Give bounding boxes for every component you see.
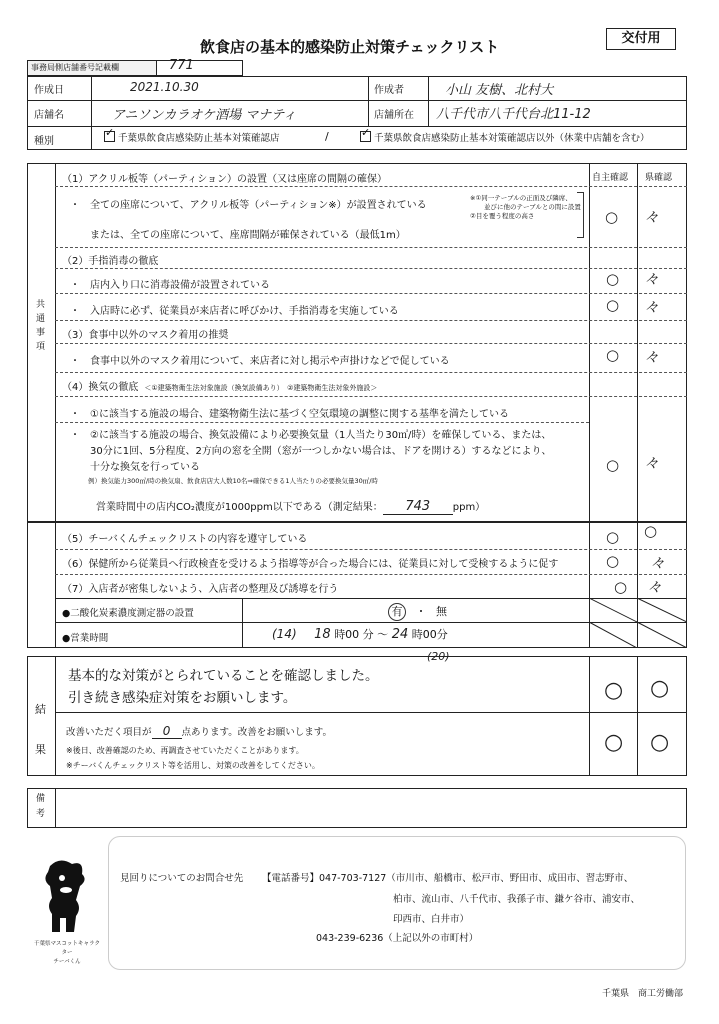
office-number-value: 771 [169, 58, 194, 73]
section-4-title: （4）換気の徹底 ＜①建築物衛生法対象施設（換気設備あり） ②建築物衛生法対象外施設＞ [62, 382, 378, 393]
s5-pref-mark[interactable]: ○ [644, 522, 658, 540]
result-note-1: ※後日、改善確認のため、再調査させていただくことがあります。 [66, 746, 304, 755]
result-text-2: 引き続き感染症対策をお願いします。 [68, 690, 297, 706]
page-title: 飲食店の基本的感染防止対策チェックリスト [200, 38, 500, 56]
s3-self-mark[interactable]: ○ [606, 346, 620, 364]
section-4-item-1: ・ ①に該当する施設の場合、建築物衛生法に基づく空気環境の調整に関する基準を満たしている [70, 409, 509, 420]
issue-badge: 交付用 [606, 28, 676, 50]
remarks-label: 備考 [36, 794, 46, 819]
type-label: 種別 [34, 136, 54, 147]
s2-self-mark-2[interactable]: ○ [606, 296, 620, 314]
co2-device-label: ●二酸化炭素濃度測定器の設置 [62, 608, 194, 619]
business-hours-value[interactable]: (14) 18 時00 分 ～ 24 時00分 [272, 627, 448, 642]
co2-device-choice[interactable]: 有 ・ 無 [388, 603, 447, 621]
na-slash-cells [589, 598, 687, 648]
business-hours-label: ●営業時間 [62, 633, 109, 644]
co2-device-no[interactable]: 無 [436, 605, 447, 618]
type-option-2[interactable] [360, 126, 650, 144]
s1-self-mark[interactable]: ○ [605, 208, 619, 226]
contact-cities-2: 柏市、流山市、八千代市、我孫子市、鎌ケ谷市、浦安市、 [393, 894, 641, 905]
mascot-caption: 千葉県マスコットキャラクター チーバくん [34, 941, 100, 965]
s6-pref-mark[interactable]: 々 [650, 554, 666, 572]
s7-pref-mark[interactable]: 々 [647, 578, 663, 596]
section-3-title: （3）食事中以外のマスク着用の推奨 [62, 330, 229, 341]
address-label: 店舗所在 [374, 110, 414, 121]
self-check-header: 自主確認 [592, 173, 629, 183]
type-option-1-label: 千葉県飲食店感染防止基本対策確認店 [118, 133, 280, 144]
type-separator: / [325, 130, 329, 143]
contact-phone-1: 【電話番号】047-703-7127（市川市、船橋市、松戸市、野田市、成田市、習志野市、 [262, 873, 634, 884]
result-pref-mark-1[interactable]: ○ [650, 676, 670, 701]
co2-measurement: 営業時間中の店内CO₂濃度が1000ppm以下である（測定結果： 743 ppm） [96, 499, 486, 514]
co2-device-yes[interactable]: 有 [388, 603, 406, 621]
improve-count: 改善いただく項目が 0 点あります。改善をお願いします。 [66, 724, 332, 738]
s2-pref-mark-2[interactable]: 々 [644, 298, 660, 316]
improve-count-value[interactable]: 0 [152, 724, 182, 739]
hours-start: 18 [314, 627, 331, 642]
checkbox-crossed-icon[interactable]: ✓ [360, 131, 371, 142]
contact-cities-3: 印西市、白井市） [393, 914, 470, 925]
contact-label: 見回りについてのお問合せ先 [120, 873, 244, 884]
result-pref-mark-2[interactable]: ○ [650, 730, 670, 755]
section-7-title: （7）入店者が密集しないよう、入店者の整理及び誘導を行う [62, 584, 339, 595]
s2-pref-mark-1[interactable]: 々 [644, 270, 660, 288]
pref-check-header: 県確認 [645, 173, 673, 183]
type-option-2-label: 千葉県飲食店感染防止基本対策確認店以外（休業中店舗を含む） [374, 133, 650, 144]
remarks-field[interactable] [57, 790, 685, 826]
office-number-field[interactable] [156, 60, 243, 76]
s5-self-mark[interactable]: ○ [606, 528, 620, 546]
contact-phone-2: 043-239-6236（上記以外の市町村） [316, 933, 479, 944]
result-self-mark-1[interactable]: ○ [604, 678, 624, 703]
section-1-note: ※①同一テーブルの正面及び隣席、 並びに他のテーブルとの間に設置 ②目を覆う程度の高さ [470, 194, 581, 220]
department: 千葉県 商工労働部 [602, 989, 684, 999]
result-text-1: 基本的な対策がとられていることを確認しました。 [68, 668, 379, 684]
author-field[interactable]: 小山 友樹、北村大 [445, 83, 554, 98]
author-label: 作成者 [374, 85, 404, 96]
section-5-title: （5）チーバくんチェックリストの内容を遵守している [62, 534, 308, 545]
s4-pref-mark[interactable]: 々 [644, 454, 660, 472]
s1-pref-mark[interactable]: 々 [644, 208, 660, 226]
address-field[interactable]: 八千代市八千代台北11-12 [436, 107, 591, 122]
result-label: 結果 [35, 703, 46, 756]
section-1-item-2: または、全ての座席について、座席間隔が確保されている（最低1m） [90, 230, 406, 241]
chiba-kun-mascot-icon [40, 856, 90, 936]
section-2-item-1: ・ 店内入り口に消毒設備が設置されている [70, 280, 270, 291]
section-1-item-1: ・ 全ての座席について、アクリル板等（パーティション※）が設置されている [70, 200, 427, 211]
section-2-title: （2）手指消毒の徹底 [62, 256, 159, 267]
s3-pref-mark[interactable]: 々 [644, 348, 660, 366]
result-note-2: ※チーバくんチェックリスト等を活用し、対策の改善をしてください。 [66, 761, 320, 770]
section-2-item-2: ・ 入店時に必ず、従業員が来店者に呼びかけ、手指消毒を実施している [70, 306, 399, 317]
s6-self-mark[interactable]: ○ [606, 552, 620, 570]
s4-self-mark[interactable]: ○ [606, 456, 620, 474]
date-label: 作成日 [34, 85, 64, 96]
common-items-label: 共通事項 [36, 300, 46, 352]
store-name-label: 店舗名 [34, 110, 64, 121]
office-number-label: 事務局側店舗番号記載欄 [27, 60, 157, 76]
s7-self-mark[interactable]: ○ [614, 578, 628, 596]
result-self-mark-2[interactable]: ○ [604, 730, 624, 755]
section-4-item-2: ・ ②に該当する施設の場合、換気設備により必要換気量（1人当たり30㎥/時）を確保している、または、 30分に1回、5分程度、2方向の窓を全開（窓が一つしかない場合は、ドアを開ける）するなどにより、 十分な換気を行っている [70, 430, 552, 473]
date-field[interactable]: 2021.10.30 [130, 80, 199, 94]
checkbox-checked-icon[interactable]: ✓ [104, 131, 115, 142]
co2-value[interactable]: 743 [383, 499, 453, 515]
section-1-title: （1）アクリル板等（パーティション）の設置（又は座席の間隔の確保） [62, 174, 388, 185]
hours-end: 24 [391, 627, 409, 642]
section-6-title: （6）保健所から従業員へ行政検査を受けるよう指導等が合った場合には、従業員に対して受検するように促す [62, 559, 559, 570]
s2-self-mark-1[interactable]: ○ [606, 270, 620, 288]
type-option-1[interactable] [104, 126, 280, 144]
section-3-item-1: ・ 食事中以外のマスク着用について、来店者に対し掲示や声掛けなどで促している [70, 356, 450, 367]
store-name-field[interactable]: アニソンカラオケ酒場 マナティ [112, 108, 297, 123]
section-4-example: 例）換気能力300㎥/時の換気扇、飲食店店大人数10名⇒確保できる1人当たりの必要換気量30㎥/時 [88, 477, 378, 485]
hours-note: (20) [427, 650, 450, 663]
